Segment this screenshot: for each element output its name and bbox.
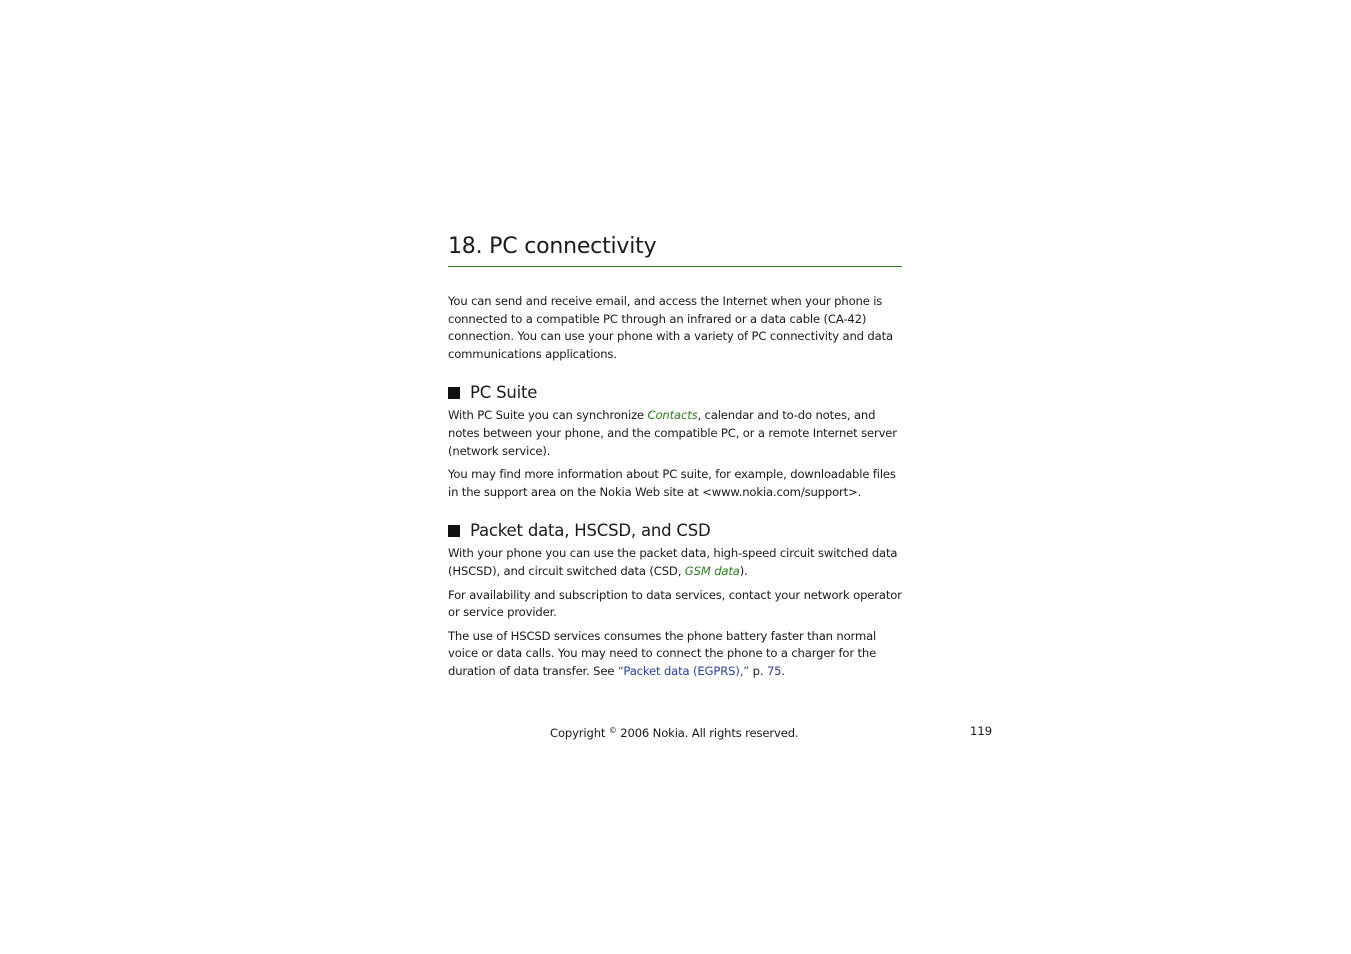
contacts-link[interactable]: Contacts: [647, 408, 698, 423]
packet-data-egprs-link[interactable]: “Packet data (EGPRS),”: [617, 663, 750, 678]
text-run: .: [781, 663, 785, 678]
text-run: , calendar and to-do notes, and notes between your phone, and the compatible PC, or a remote Internet server (network service).: [448, 408, 897, 458]
pc-suite-paragraph-2: You may find more information about PC suite, for example, downloadable files in the support area on the Nokia Web site at <www.nokia.com/support>.: [448, 467, 896, 499]
text-run: With PC Suite you can synchronize: [448, 408, 648, 423]
text-run: Copyright: [550, 726, 609, 740]
gsm-data-link[interactable]: GSM data: [684, 563, 740, 578]
text-run: p.: [749, 663, 767, 678]
square-bullet-icon: [448, 525, 460, 537]
packet-data-paragraph-3: [448, 628, 902, 681]
section-header-packet-data: [448, 520, 902, 542]
text-run: 2006 Nokia. All rights reserved.: [616, 726, 799, 740]
document-page: [448, 232, 902, 687]
copyright-symbol: ©: [608, 726, 617, 735]
text-run: ).: [739, 563, 748, 578]
copyright-footer: [550, 722, 798, 742]
title-rule: [448, 266, 902, 267]
packet-data-paragraph-2: For availability and subscription to data services, contact your network operator or service provider.: [448, 587, 902, 620]
page-number: 119: [970, 724, 993, 738]
packet-data-paragraph-1: [448, 545, 902, 580]
section-title-packet-data: Packet data, HSCSD, and CSD: [470, 521, 711, 541]
intro-paragraph: You can send and receive email, and access the Internet when your phone is connected to a compatible PC through an infrared or a data cable (CA-42) connection. You can use your phone with a variety of PC connectivity and data communications applications.: [448, 294, 893, 361]
section-header-pc-suite: [448, 382, 902, 404]
section-title-pc-suite: PC Suite: [470, 383, 538, 403]
text-run: With your phone you can use the packet data, high-speed circuit switched data (HSCSD), and circuit switched data (CSD,: [448, 546, 898, 578]
square-bullet-icon: [448, 387, 460, 399]
text-run: The use of HSCSD services consumes the phone battery faster than normal voice or data calls. You may need to connect the phone to a charger for the duration of data transfer. See: [448, 628, 877, 678]
pc-suite-paragraph-1: [448, 407, 902, 460]
chapter-title: 18. PC connectivity: [448, 234, 657, 259]
page-75-link[interactable]: 75: [766, 663, 782, 678]
